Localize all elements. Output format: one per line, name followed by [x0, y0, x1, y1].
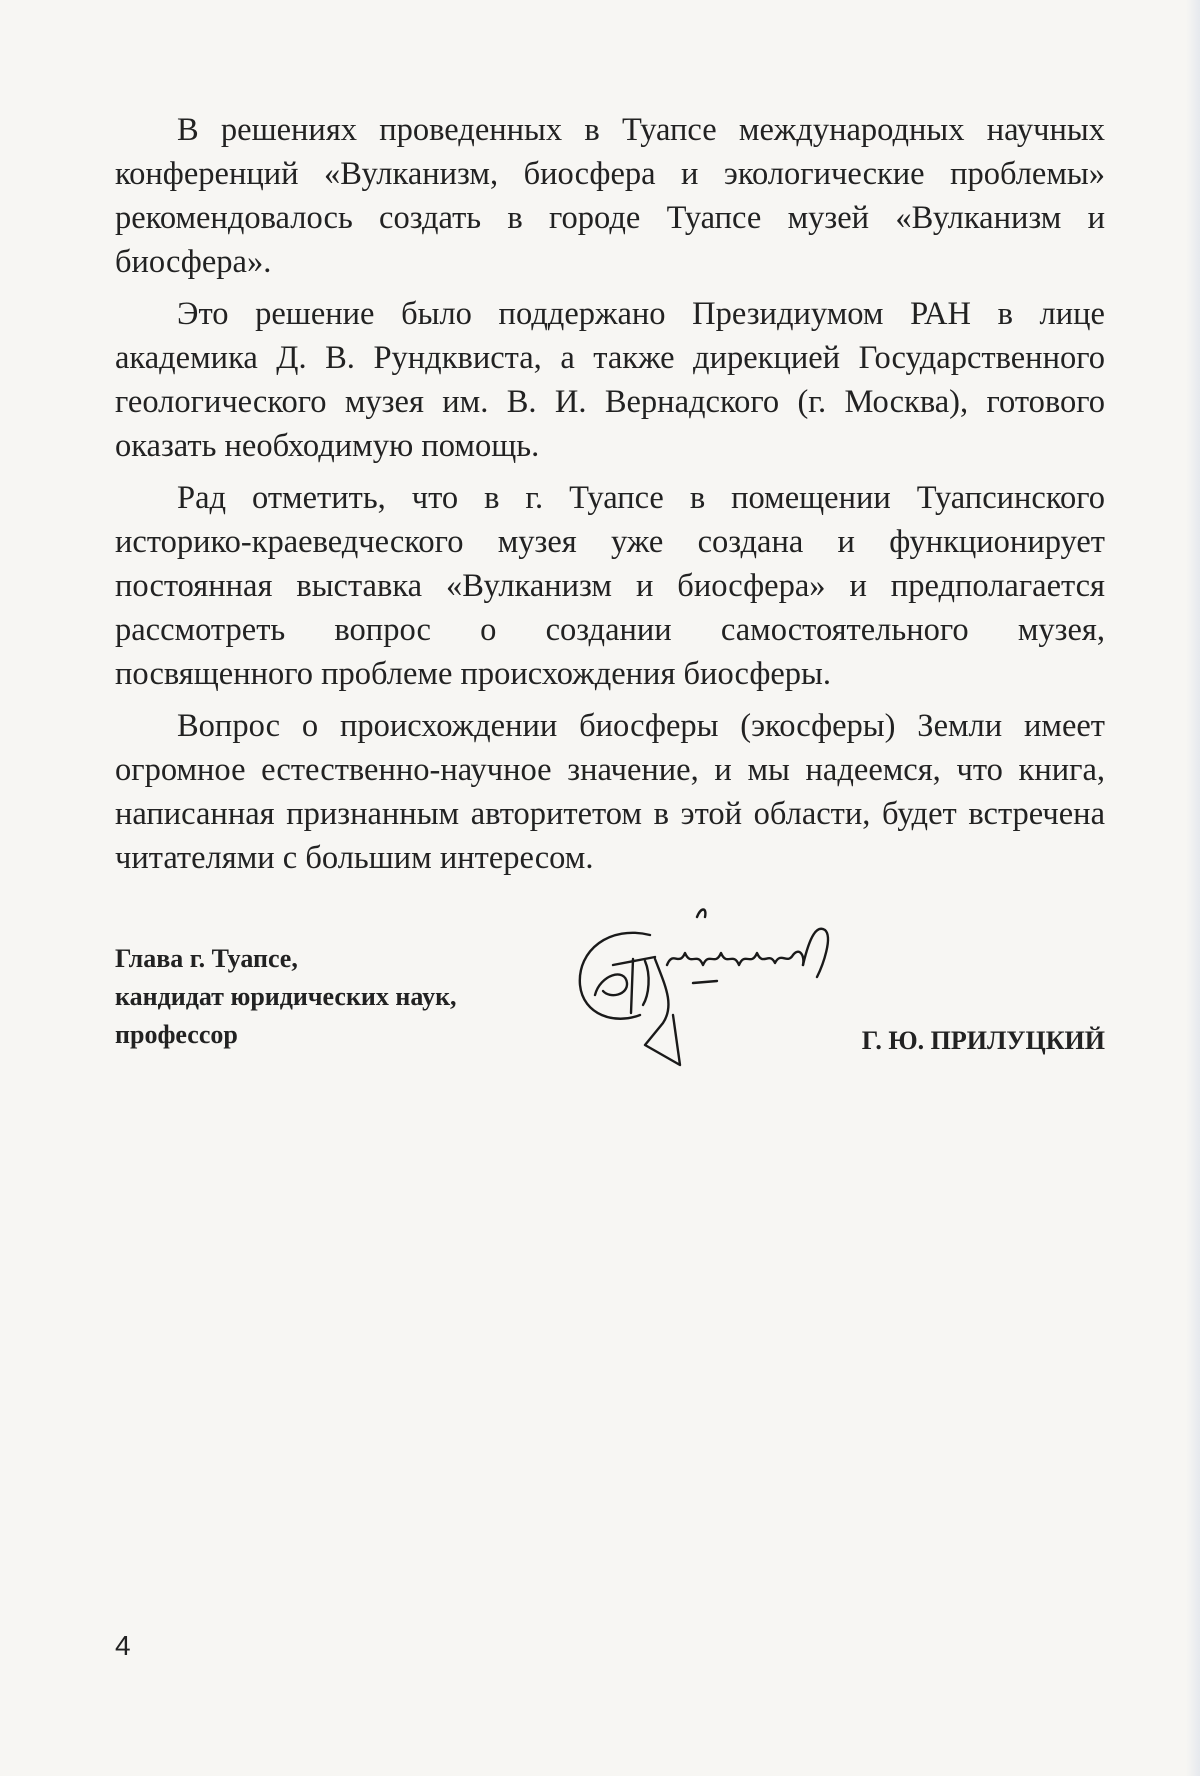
paragraph-3: Рад отметить, что в г. Туапсе в помещении Туапсинского историко-краеведческого музея уже создана и функционирует постоянная выставка «Вулканизм и биосфера» и предполагается рассмотреть вопрос о создании самостоятельного музея, посвященного проблеме происхождения биосферы.	[115, 480, 1105, 692]
author-title-line: кандидат юридических наук,	[115, 982, 457, 1011]
handwritten-signature	[555, 895, 875, 1085]
author-title-line: Глава г. Туапсе,	[115, 944, 298, 973]
paragraph-4: Вопрос о происхождении биосферы (экосферы) Земли имеет огромное естественно-научное значение, и мы надеемся, что книга, написанная признанным авторитетом в этой области, будет встречена читателями с большим интересом.	[115, 708, 1105, 876]
author-title-line: профессор	[115, 1020, 238, 1049]
paragraph-1: В решениях проведенных в Туапсе международных научных конференций «Вулканизм, биосфера и экологические проблемы» рекомендовалось создать в городе Туапсе музей «Вулканизм и биосфера».	[115, 112, 1105, 280]
author-name: Г. Ю. ПРИЛУЦКИЙ	[861, 1026, 1105, 1055]
page-number: 4	[115, 1630, 131, 1661]
signature-block	[115, 940, 1105, 1090]
paragraph-2: Это решение было поддержано Президиумом РАН в лице академика Д. В. Рундквиста, а также дирекцией Государственного геологического музея им. В. И. Вернадского (г. Москва), готового оказать необходимую помощь.	[115, 296, 1105, 464]
author-title	[115, 940, 457, 1054]
page-edge	[1186, 0, 1200, 1776]
body-text	[115, 108, 1105, 888]
